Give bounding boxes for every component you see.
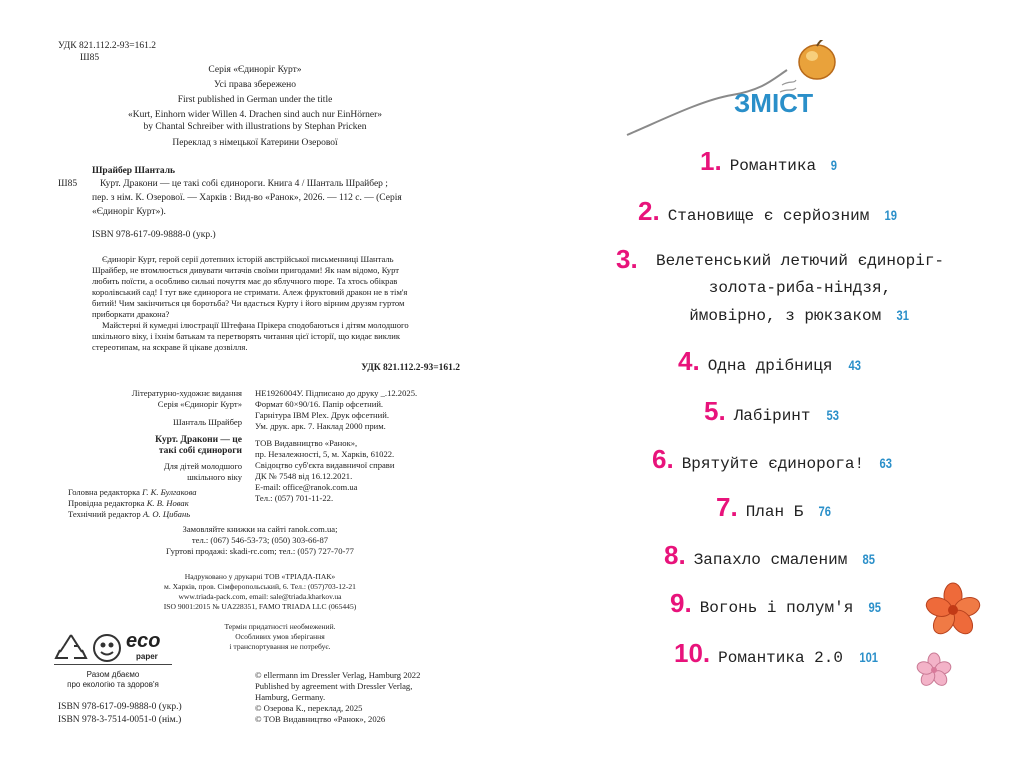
copyright-line: © Озерова К., переклад, 2025 [255, 703, 363, 713]
toc-title: Одна дрібниця [707, 357, 833, 375]
imprint-left-line: Літературно-художнє видання [131, 388, 242, 398]
udk-bottom: УДК 821.112.2-93=161.2 [361, 363, 460, 373]
toc-title: Врятуйте єдинорога! [681, 455, 865, 473]
toc-item-2[interactable] [638, 196, 899, 227]
annotation-line: королівський сад! І тут вже єдинорога не стримати. Алеж фруктовий дракон не в тім'я [92, 287, 408, 297]
printer-line: м. Харків, пров. Сімферопольський, 6. Тел.: (057)703-12-21 [164, 582, 356, 591]
editor-line: Технічний редактор А. О. Цибань [68, 509, 191, 519]
annotation-line: стереотипам, на яскраве й цікаве дозвілля. [92, 342, 248, 352]
toc-title: План Б [745, 503, 804, 521]
toc-item-8[interactable] [664, 540, 877, 571]
editor-line: Головна редакторка Г. К. Булгакова [68, 487, 197, 497]
annotation-line: шкільного віку, і їхнім батькам та перетворять читання цієї історії, що кидає виклик [92, 331, 400, 341]
code-top: Ш85 [80, 53, 100, 63]
toc-title-line: золота-риба-ніндзя, [708, 279, 892, 297]
eco-logo-text: eco [126, 630, 161, 652]
toc-item-10[interactable] [674, 638, 880, 669]
bib-line-2: пер. з нім. К. Озерової. — Харків : Вид-во «Ранок», 2026. — 112 с. — (Серія [92, 193, 402, 203]
toc-page-number: 85 [862, 551, 876, 567]
imprint-title-2: такі собі єдинороги [158, 446, 242, 456]
copyright-line: Published by agreement with Dressler Verlag, [255, 681, 413, 691]
toc-title: Запахло смаленим [693, 551, 848, 569]
first-published-line: First published in German under the title [177, 95, 333, 105]
imprint-right-line: E-mail: office@ranok.com.ua [255, 482, 358, 492]
toc-title: Лабіринт [733, 407, 811, 425]
toc-item-6[interactable] [652, 444, 894, 475]
imprint-right-line: Тел.: (057) 701-11-22. [255, 493, 334, 503]
toc-item-5[interactable] [704, 396, 840, 427]
annotation [92, 254, 470, 353]
udk-top: УДК 821.112.2-93=161.2 [58, 41, 157, 51]
toc-number: 10. [674, 638, 711, 668]
toc-number: 4. [678, 346, 700, 376]
term-line: і транспортування не потребує. [229, 642, 331, 651]
order-line: Гуртові продажі: skadi-rc.com; тел.: (057) 727-70-77 [166, 546, 354, 556]
printer-info [80, 572, 440, 612]
toc-number: 6. [652, 444, 674, 474]
toc-title-line: Велетенський летючий єдиноріг- [655, 252, 945, 270]
toc-number: 1. [700, 146, 722, 176]
copyright-line: Hamburg, Germany. [255, 692, 326, 702]
smiley-icon [92, 633, 122, 663]
imprint-left-line: Серія «Єдиноріг Курт» [157, 399, 242, 409]
bib-line-3: «Єдиноріг Курт»). [92, 207, 166, 217]
imprint-right-line: ТОВ Видавництво «Ранок», [255, 438, 358, 448]
toc-title: Романтика [729, 157, 817, 175]
term-line: Особливих умов зберігання [235, 632, 325, 641]
eco-divider [54, 664, 172, 665]
annotation-line: Шрайбер, не втомлюється дивувати читачів своїми пригодами! Як нам відомо, Курт [92, 265, 400, 275]
toc-item-1[interactable] [700, 146, 838, 177]
toc-item-9[interactable] [670, 588, 883, 619]
term-line: Термін придатності необмежений. [224, 622, 336, 631]
rights-line: Усі права збережено [214, 80, 296, 90]
imprint-right-line: ДК № 7548 від 16.12.2021. [255, 471, 353, 481]
toc-page-number: 63 [879, 455, 893, 471]
imprint-title-1: Курт. Дракони — це [155, 435, 242, 445]
order-line: Замовляйте книжки на сайті ranok.com.ua; [182, 524, 338, 534]
toc-page-number: 76 [818, 503, 832, 519]
toc-page-number: 19 [884, 207, 898, 223]
toc-number: 9. [670, 588, 692, 618]
toc-number: 7. [716, 492, 738, 522]
editors [68, 487, 246, 520]
toc-number: 8. [664, 540, 686, 570]
toc-item-7[interactable] [716, 492, 833, 523]
annotation-line: битий! Чим закінчиться ця боротьба? Чи вдасться Курту і його вірним друзям гуртом [92, 298, 405, 308]
isbn-list [58, 701, 182, 726]
toc-title: Романтика 2.0 [718, 649, 843, 667]
toc-title: Вогонь і полум'я [699, 599, 854, 617]
printer-line: Надруковано у друкарні ТОВ «ТРІАДА-ПАК» [184, 572, 336, 581]
bib-line-1: Курт. Дракони — це такі собі єдинороги. Книга 4 / Шанталь Шрайбер ; [100, 179, 388, 189]
toc-page-number: 31 [896, 307, 910, 323]
code-side: Ш85 [58, 179, 78, 189]
imprint-left-line: Шанталь Шрайбер [173, 417, 242, 427]
toc-title-line: ймовірно, з рюкзаком 31 [650, 302, 950, 330]
order-info [80, 524, 440, 557]
imprint-right-line: Ум. друк. арк. 7. Наклад 2000 прим. [255, 421, 386, 431]
printer-line: www.triada-pack.com, email: sale@triada.kharkov.ua [178, 592, 342, 601]
toc-page-number: 95 [868, 599, 882, 615]
editor-line: Провідна редакторка К. В. Новак [68, 498, 189, 508]
imprint-right-line: Свідоцтво суб'єкта видавничої справи [255, 460, 395, 470]
toc-number: 2. [638, 196, 660, 226]
pink-flower-icon [916, 652, 952, 688]
imprint-right [255, 388, 475, 504]
eco-caption [54, 670, 172, 690]
isbn-line: ISBN 978-3-7514-0051-0 (нім.) [58, 714, 182, 725]
printer-line: ISO 9001:2015 № UA228351, FAMO TRIADA LLC (065445) [163, 602, 357, 611]
toc-page [512, 0, 1024, 768]
eco-caption-line: Разом дбаємо [86, 670, 140, 679]
annotation-line: Майстерні й кумедні ілюстрації Штефана Прікера сподобаються і дітям молодшого [102, 320, 409, 330]
imprint-left [92, 388, 242, 483]
imprint-audience: шкільного віку [187, 472, 242, 482]
original-title-line: «Kurt, Einhorn wider Willen 4. Drachen sind auch nur EinHörner» [127, 110, 383, 120]
imprint-right-line: НЕ1926004У. Підписано до друку _.12.2025. [255, 388, 418, 398]
annotation-line: любить поїсти, а особливо сильні почуття має до яблучного пюре. Та хтось обікрав [92, 276, 398, 286]
eco-logo-sub: paper [136, 652, 158, 661]
toc-page-number: 9 [830, 157, 838, 173]
translation-line: Переклад з німецької Катерини Озерової [172, 138, 338, 148]
copyright-line: © ellermann im Dressler Verlag, Hamburg 2022 [255, 670, 421, 680]
imprint-right-line: Гарнітура IBM Plex. Друк офсетний. [255, 410, 389, 420]
toc-number: 3. [616, 244, 638, 274]
eco-caption-line: про екологію та здоров'я [67, 680, 159, 689]
imprint-audience: Для дітей молодшого [163, 461, 242, 471]
imprint-right-line: Формат 60×90/16. Папір офсетний. [255, 399, 384, 409]
series-line: Серія «Єдиноріг Курт» [208, 65, 302, 75]
toc-number: 5. [704, 396, 726, 426]
eco-logo-block [54, 630, 174, 694]
isbn-line: ISBN 978-617-09-9888-0 (укр.) [58, 702, 182, 712]
original-author-line: by Chantal Schreiber with illustrations by Stephan Pricken [143, 122, 367, 132]
toc-page-number: 101 [859, 649, 879, 665]
term-info [180, 622, 380, 652]
toc-page-number: 43 [848, 357, 861, 373]
toc-item-4[interactable] [678, 346, 862, 377]
copyright-block [255, 670, 485, 725]
toc-title: Становище є серйозним [667, 207, 870, 225]
orange-flower-icon [924, 582, 982, 638]
copyright-line: © ТОВ Видавництво «Ранок», 2026 [255, 714, 386, 724]
annotation-line: приборкати дракона? [92, 309, 170, 319]
annotation-line: Єдиноріг Курт, герой серії дотепних історій австрійської письменниці Шанталь [102, 254, 394, 264]
toc-heading: ЗМІСТ [734, 88, 814, 118]
isbn-main: ISBN 978-617-09-9888-0 (укр.) [92, 230, 216, 240]
toc-title-multiline [650, 248, 950, 330]
toc-page-number: 53 [826, 407, 839, 423]
author-heading: Шрайбер Шанталь [92, 166, 176, 176]
recycle-icon [54, 632, 88, 664]
imprint-right-line: пр. Незалежності, 5, м. Харків, 61022. [255, 449, 395, 459]
order-line: тел.: (067) 546-53-73; (050) 303-66-87 [191, 535, 329, 545]
